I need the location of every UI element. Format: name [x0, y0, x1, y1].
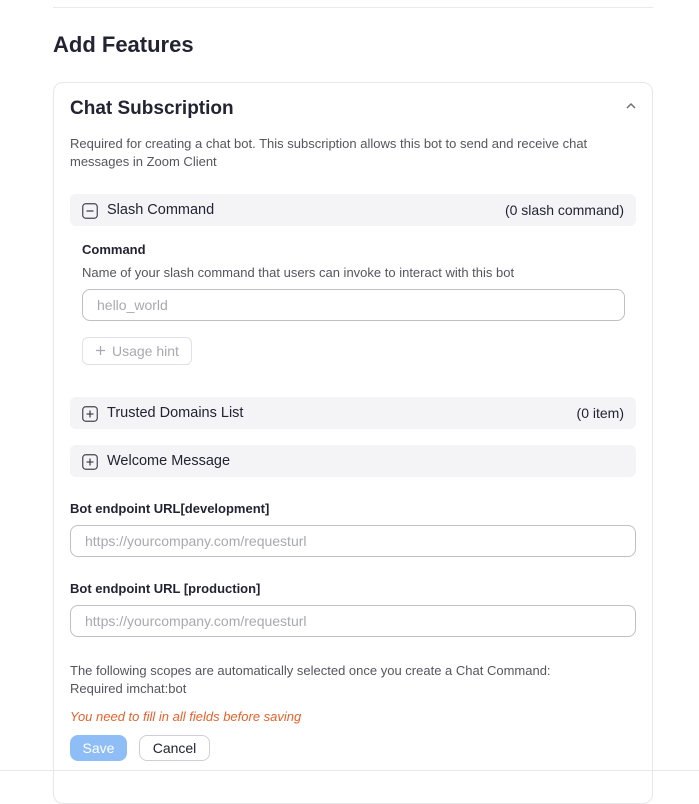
command-label: Command [82, 242, 146, 257]
card-title: Chat Subscription [70, 98, 234, 119]
bottom-divider [0, 770, 699, 771]
endpoint-prod-label: Bot endpoint URL [production] [70, 581, 261, 596]
scopes-line-1: The following scopes are automatically selected once you create a Chat Command: [70, 663, 551, 678]
plus-icon [95, 343, 106, 359]
trusted-domains-label: Trusted Domains List [107, 405, 244, 421]
scopes-line-2: Required imchat:bot [70, 681, 187, 696]
subscription-description: Required for creating a chat bot. This subscription allows this bot to send and receive chat messages in Zoom Client [70, 136, 588, 169]
minus-square-icon [82, 203, 96, 217]
scopes-note [70, 662, 630, 698]
endpoint-dev-input[interactable] [70, 525, 636, 557]
welcome-message-header[interactable] [70, 445, 636, 477]
chevron-up-icon[interactable] [624, 99, 638, 113]
save-button[interactable]: Save [70, 735, 127, 761]
welcome-message-label: Welcome Message [107, 453, 231, 469]
endpoint-dev-label: Bot endpoint URL[development] [70, 501, 270, 516]
slash-command-label: Slash Command [107, 202, 215, 218]
slash-command-count: (0 slash command) [504, 202, 624, 218]
endpoint-prod-input[interactable] [70, 605, 636, 637]
page-title: Add Features [53, 32, 194, 57]
trusted-domains-header[interactable] [70, 397, 636, 429]
command-help-text: Name of your slash command that users can invoke to interact with this bot [82, 265, 515, 280]
plus-square-icon [82, 454, 96, 468]
usage-hint-button[interactable] [82, 337, 192, 365]
top-divider [53, 7, 653, 8]
trusted-domains-count: (0 item) [576, 405, 624, 421]
slash-command-header[interactable] [70, 194, 636, 226]
plus-square-icon [82, 406, 96, 420]
cancel-button[interactable]: Cancel [139, 735, 210, 761]
validation-error: You need to fill in all fields before saving [70, 709, 302, 724]
command-input[interactable] [82, 289, 625, 321]
usage-hint-label: Usage hint [112, 343, 179, 359]
chat-subscription-card [53, 82, 653, 804]
